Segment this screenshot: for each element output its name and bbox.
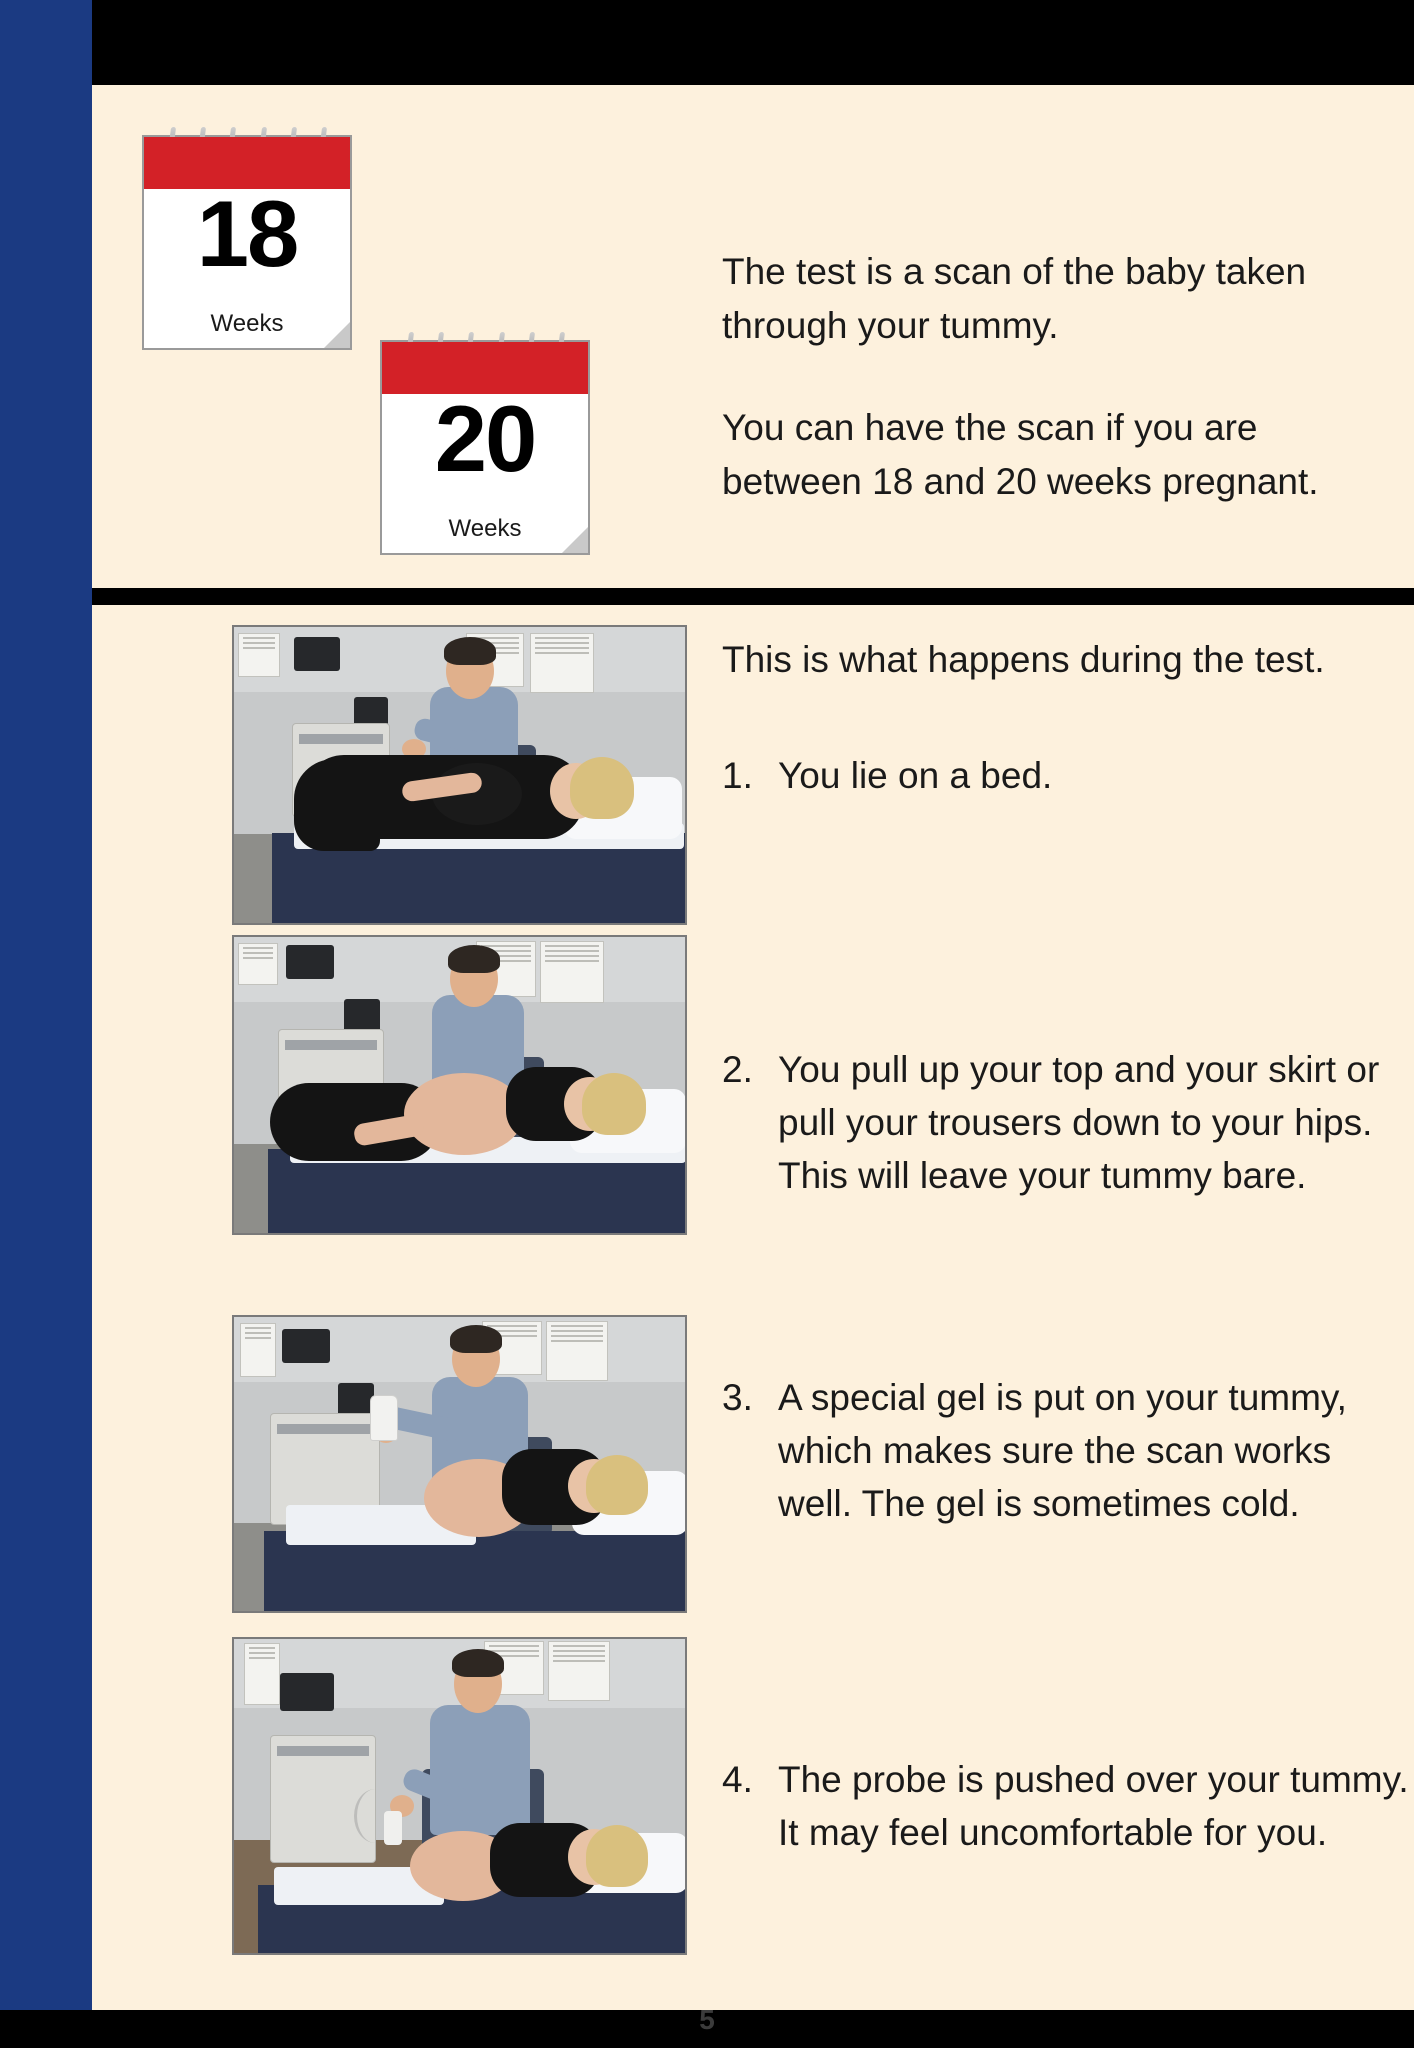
step-photo-4: [232, 1637, 687, 1955]
step-text-2: [722, 1043, 1412, 1202]
step-body-2: You pull up your top and your skirt or pull your trousers down to your hips. This will leave your tummy bare.: [778, 1049, 1380, 1196]
page-fold-icon: [562, 527, 588, 553]
step-photo-1: [232, 625, 687, 925]
step-number-4: 4.: [722, 1759, 753, 1800]
step-body-1: You lie on a bed.: [778, 755, 1053, 796]
intro-panel: [92, 85, 1414, 588]
calendar-18-weeks: [142, 135, 352, 350]
calendar-20-weeks: [380, 340, 590, 555]
page-fold-icon: [324, 322, 350, 348]
page-content: [92, 85, 1414, 2010]
steps-heading: This is what happens during the test.: [722, 639, 1325, 680]
step-photo-2: [232, 935, 687, 1235]
intro-paragraph-2: You can have the scan if you are between 18 and 20 weeks pregnant.: [722, 407, 1319, 502]
calendar-number: 18: [196, 181, 298, 286]
calendar-label: Weeks: [448, 515, 522, 542]
step-number-1: 1.: [722, 755, 753, 796]
step-text-4: [722, 1753, 1412, 1859]
intro-paragraph-1: The test is a scan of the baby taken through your tummy.: [722, 251, 1307, 346]
calendar-number: 20: [434, 386, 536, 491]
step-body-4: The probe is pushed over your tummy. It may feel uncomfortable for you.: [778, 1759, 1409, 1853]
step-text-1: [722, 749, 1412, 802]
step-body-3: A special gel is put on your tummy, which makes sure the scan works well. The gel is sometimes cold.: [778, 1377, 1347, 1524]
page-spine: [0, 0, 92, 2010]
step-text-3: [722, 1371, 1412, 1530]
steps-panel: [92, 605, 1414, 2010]
intro-text: [722, 245, 1402, 509]
step-number-3: 3.: [722, 1377, 753, 1418]
step-number-2: 2.: [722, 1049, 753, 1090]
page-number: 5: [699, 2004, 715, 2035]
step-photo-3: [232, 1315, 687, 1613]
calendar-label: Weeks: [210, 310, 284, 337]
